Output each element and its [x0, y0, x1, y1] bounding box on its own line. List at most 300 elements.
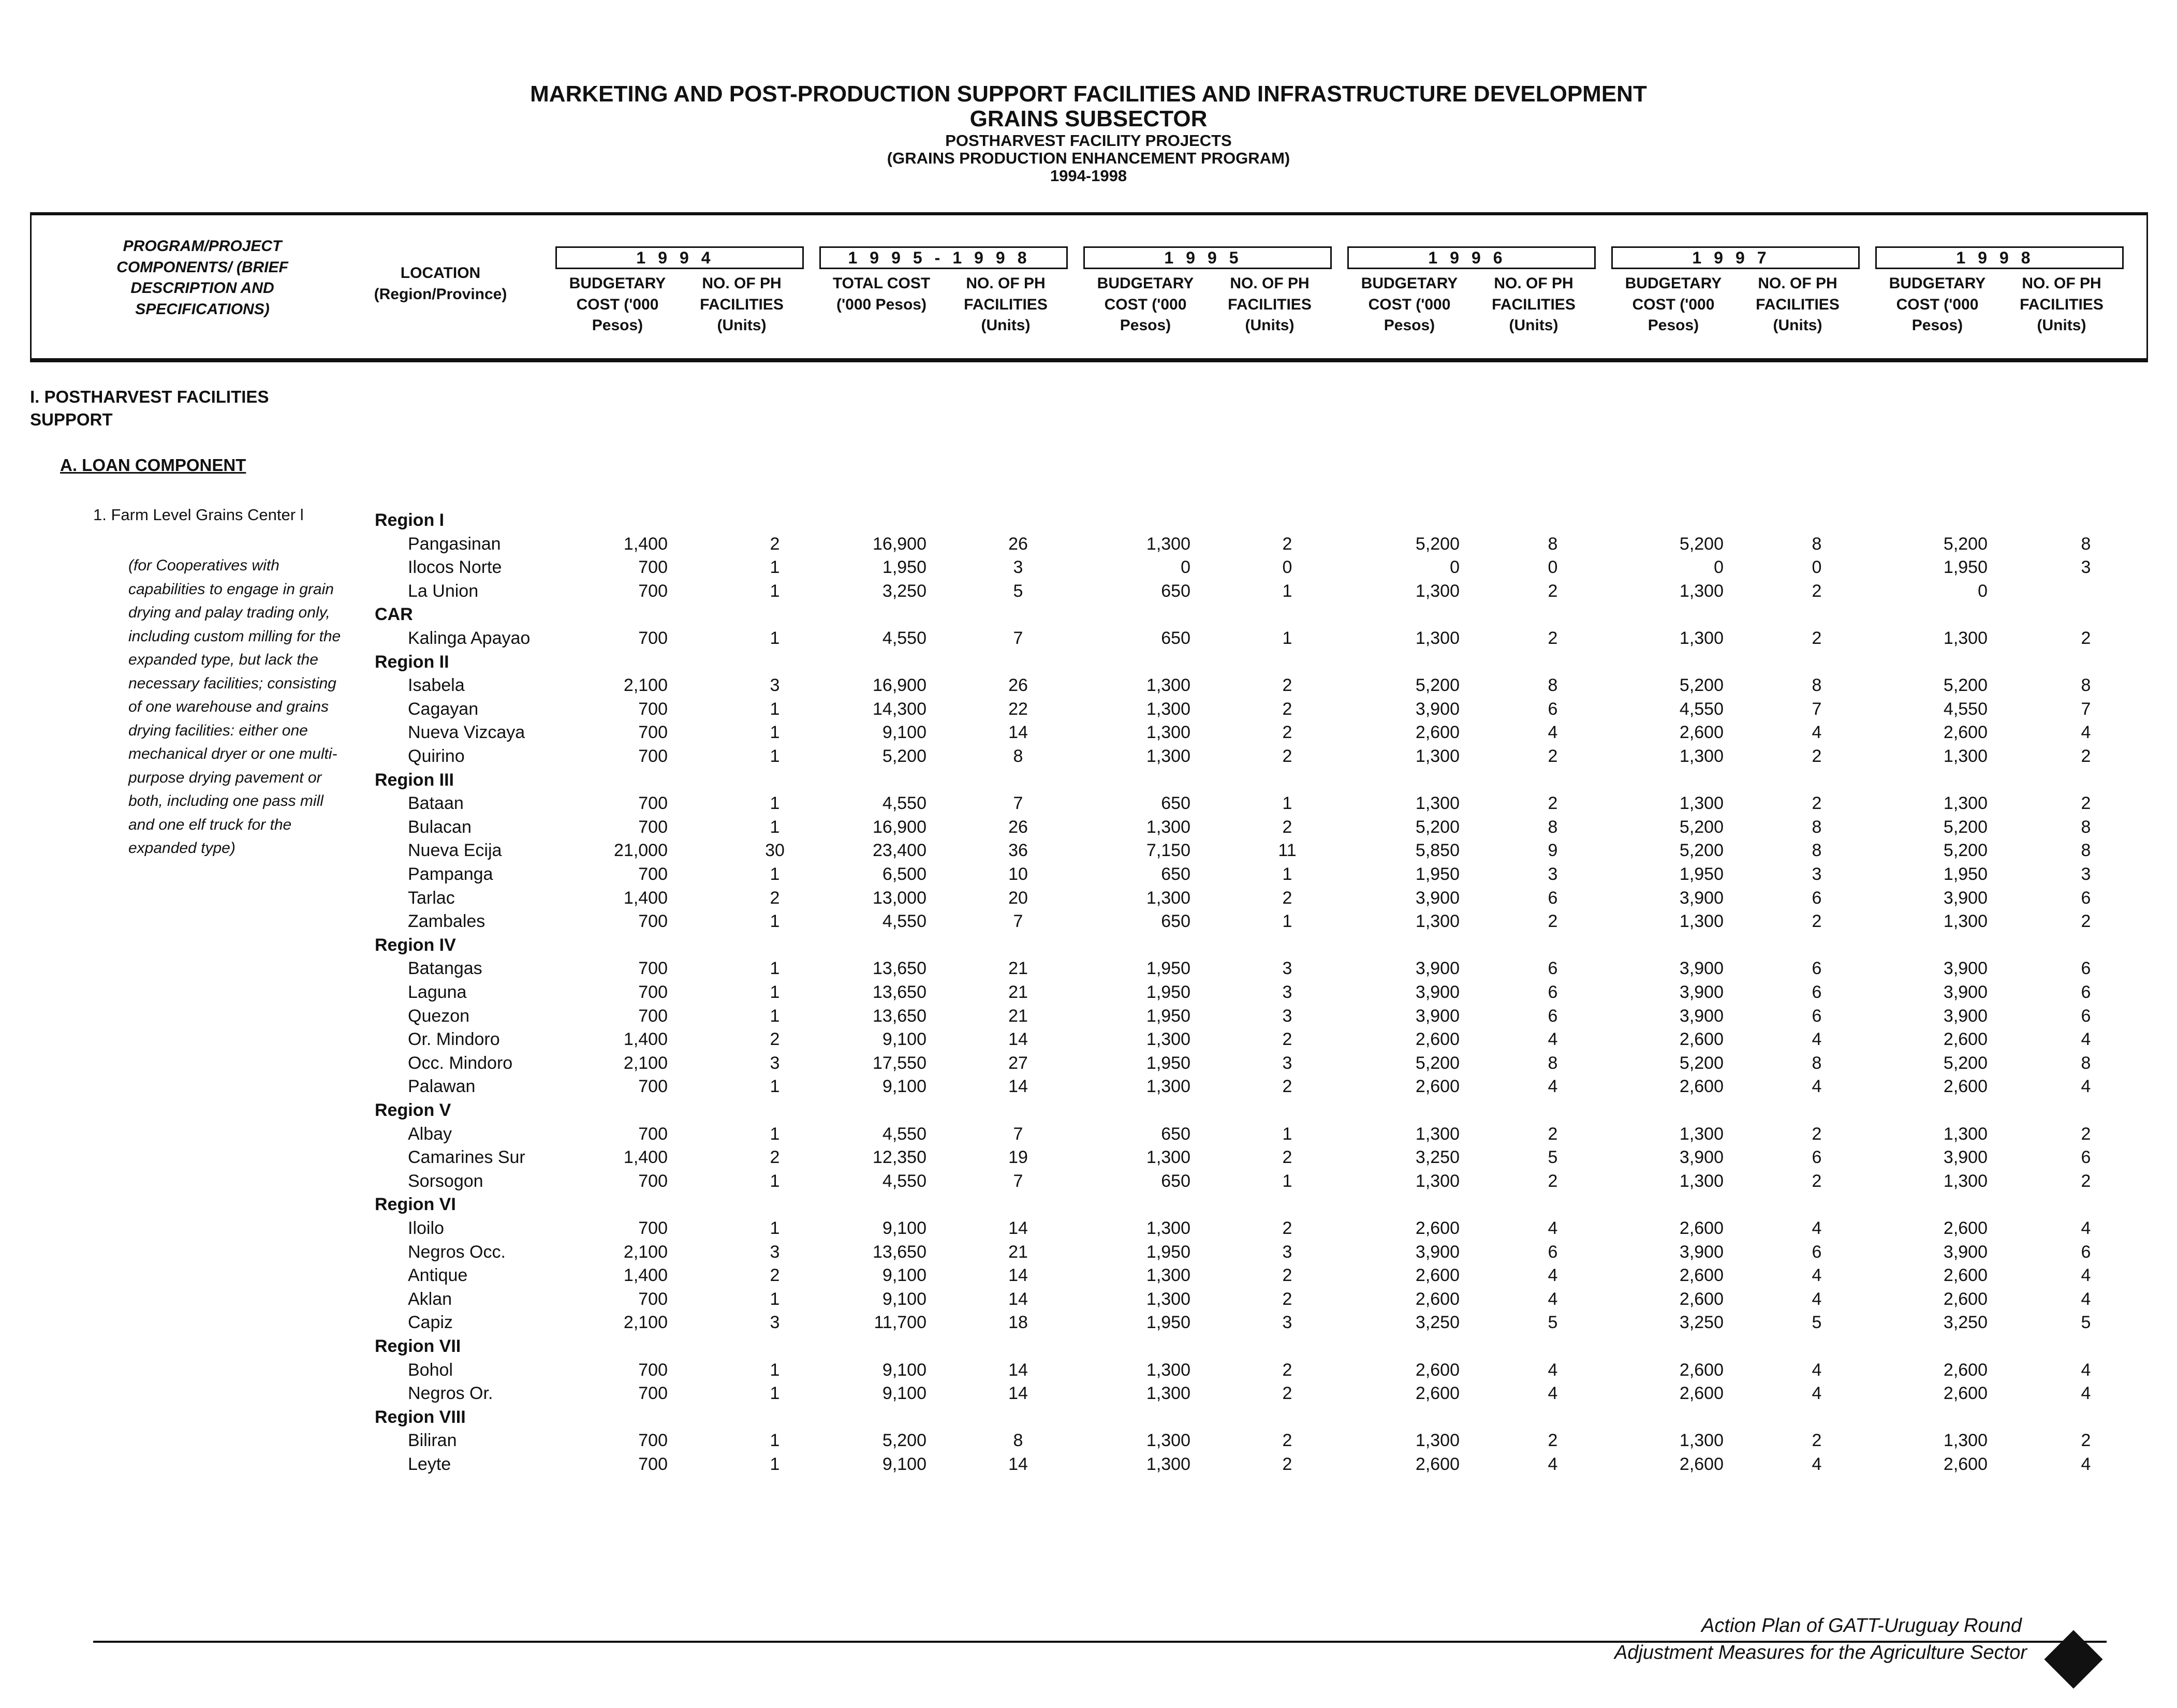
region-label: Region VI	[375, 1195, 456, 1215]
facilities-cell: 2	[770, 1029, 780, 1050]
table-row	[0, 982, 2177, 1006]
facilities-cell: 1	[1282, 581, 1292, 601]
province-label: Isabela	[408, 675, 465, 696]
cost-cell: 3,900	[1679, 888, 1724, 908]
facilities-cell: 3	[770, 1242, 780, 1262]
cost-cell: 1,950	[1415, 864, 1460, 884]
facilities-cell: 14	[1008, 1029, 1028, 1050]
facilities-cell: 4	[2081, 1029, 2091, 1050]
region-row	[0, 1407, 2177, 1431]
table-row	[0, 793, 2177, 817]
cost-cell: 3,900	[1415, 959, 1460, 979]
facilities-cell: 6	[1812, 1242, 1822, 1262]
cost-cell: 700	[638, 864, 668, 884]
facilities-cell: 2	[770, 1147, 780, 1168]
table-row	[0, 557, 2177, 581]
cost-cell: 2,600	[1943, 723, 1988, 743]
cost-cell: 2,600	[1943, 1077, 1988, 1097]
facilities-cell: 2	[1812, 1431, 1822, 1451]
facilities-cell: 6	[1812, 888, 1822, 908]
facilities-cell: 7	[1013, 911, 1023, 932]
table-row	[0, 746, 2177, 770]
cost-cell: 700	[638, 911, 668, 932]
facilities-cell: 6	[1812, 982, 1822, 1002]
cost-cell: 1,300	[1943, 1124, 1988, 1144]
cost-cell: 2,600	[1415, 1029, 1460, 1050]
province-label: Negros Occ.	[408, 1242, 506, 1262]
cost-cell: 1,300	[1679, 746, 1724, 766]
cost-cell: 3,900	[1415, 699, 1460, 719]
cost-cell: 3,900	[1679, 982, 1724, 1002]
province-label: Ilocos Norte	[408, 557, 502, 578]
facilities-cell: 3	[2081, 557, 2091, 578]
facilities-cell: 14	[1008, 1360, 1028, 1380]
facilities-cell: 2	[770, 888, 780, 908]
cost-cell: 2,600	[1679, 1265, 1724, 1286]
region-label: Region III	[375, 770, 454, 790]
cost-cell: 1,300	[1415, 793, 1460, 814]
cost-cell: 1,300	[1415, 1124, 1460, 1144]
facilities-cell: 2	[1548, 581, 1558, 601]
table-row	[0, 1218, 2177, 1242]
facilities-cell: 2	[2081, 746, 2091, 766]
facilities-cell: 4	[1812, 1029, 1822, 1050]
facilities-cell: 1	[770, 982, 780, 1002]
region-row	[0, 1100, 2177, 1124]
cost-cell: 1,300	[1943, 1431, 1988, 1451]
table-row	[0, 628, 2177, 652]
section-heading: I. POSTHARVEST FACILITIES SUPPORT	[30, 387, 269, 429]
table-row	[0, 911, 2177, 935]
province-label: La Union	[408, 581, 479, 601]
cost-cell: 2,600	[1679, 1029, 1724, 1050]
facilities-cell: 8	[2081, 1053, 2091, 1073]
header-year-1998: 1998	[1875, 246, 2124, 269]
facilities-cell: 3	[1013, 557, 1023, 578]
cost-cell: 13,650	[873, 1242, 926, 1262]
footer-line-1: Action Plan of GATT-Uruguay Round	[1701, 1615, 2022, 1637]
facilities-cell: 19	[1008, 1147, 1028, 1168]
cost-cell: 5,200	[1679, 817, 1724, 837]
cost-cell: 700	[638, 1171, 668, 1191]
cost-cell: 1,300	[1415, 581, 1460, 601]
facilities-cell: 2	[1282, 699, 1292, 719]
facilities-cell: 8	[1548, 1053, 1558, 1073]
facilities-cell: 18	[1008, 1313, 1028, 1333]
facilities-cell: 1	[1282, 911, 1292, 932]
facilities-cell: 10	[1008, 864, 1028, 884]
facilities-cell: 6	[1548, 1242, 1558, 1262]
cost-cell: 2,600	[1679, 1454, 1724, 1474]
facilities-cell: 3	[1282, 1313, 1292, 1333]
facilities-cell: 8	[1812, 817, 1822, 837]
cost-cell: 4,550	[882, 1171, 926, 1191]
cost-cell: 2,600	[1679, 1383, 1724, 1404]
cost-cell: 2,100	[623, 1313, 668, 1333]
facilities-cell: 22	[1008, 699, 1028, 719]
cost-cell: 700	[638, 557, 668, 578]
cost-cell: 0	[1450, 557, 1460, 578]
facilities-cell: 11	[1278, 841, 1297, 861]
region-row	[0, 652, 2177, 676]
cost-cell: 1,300	[1146, 1383, 1190, 1404]
cost-cell: 700	[638, 1289, 668, 1309]
header-1996-facilities: NO. OF PH FACILITIES (Units)	[1492, 275, 1576, 334]
facilities-cell: 6	[1548, 959, 1558, 979]
facilities-cell: 2	[1812, 793, 1822, 814]
cost-cell: 2,600	[1679, 1077, 1724, 1097]
cost-cell: 4,550	[882, 793, 926, 814]
cost-cell: 5,200	[1679, 675, 1724, 696]
cost-cell: 21,000	[614, 841, 668, 861]
region-row	[0, 605, 2177, 628]
cost-cell: 1,300	[1146, 1218, 1190, 1238]
cost-cell: 13,650	[873, 959, 926, 979]
cost-cell: 1,300	[1146, 1360, 1190, 1380]
facilities-cell: 3	[1812, 864, 1822, 884]
facilities-cell: 1	[770, 1218, 780, 1238]
facilities-cell: 2	[1548, 1431, 1558, 1451]
facilities-cell: 6	[1812, 959, 1822, 979]
facilities-cell: 2	[770, 1265, 780, 1286]
facilities-cell: 3	[1282, 959, 1292, 979]
cost-cell: 5,850	[1415, 841, 1460, 861]
cost-cell: 5,200	[1679, 841, 1724, 861]
facilities-cell: 2	[1812, 746, 1822, 766]
facilities-cell: 4	[1812, 1289, 1822, 1309]
facilities-cell: 8	[1812, 675, 1822, 696]
cost-cell: 2,100	[623, 675, 668, 696]
facilities-cell: 6	[2081, 959, 2091, 979]
province-label: Batangas	[408, 959, 482, 979]
facilities-cell: 27	[1008, 1053, 1028, 1073]
facilities-cell: 6	[1548, 888, 1558, 908]
province-label: Tarlac	[408, 888, 455, 908]
title-line-3: POSTHARVEST FACILITY PROJECTS	[945, 131, 1232, 150]
cost-cell: 1,950	[882, 557, 926, 578]
cost-cell: 5,200	[1679, 534, 1724, 554]
cost-cell: 1,400	[623, 1147, 668, 1168]
cost-cell: 1,300	[1679, 628, 1724, 648]
table-row	[0, 1431, 2177, 1454]
header-1995-cost: BUDGETARY COST ('000 Pesos)	[1097, 275, 1194, 334]
region-row	[0, 1336, 2177, 1360]
cost-cell: 1,300	[1679, 1124, 1724, 1144]
facilities-cell: 1	[770, 581, 780, 601]
cost-cell: 700	[638, 1360, 668, 1380]
facilities-cell: 8	[2081, 534, 2091, 554]
facilities-cell: 3	[1282, 1006, 1292, 1026]
cost-cell: 2,600	[1679, 723, 1724, 743]
cost-cell: 5,200	[1415, 1053, 1460, 1073]
cost-cell: 700	[638, 959, 668, 979]
facilities-cell: 4	[2081, 1077, 2091, 1097]
province-label: Nueva Vizcaya	[408, 723, 525, 743]
header-year-1997: 1997	[1611, 246, 1860, 269]
cost-cell: 3,900	[1415, 888, 1460, 908]
header-year-1995: 1995	[1083, 246, 1332, 269]
cost-cell: 2,600	[1943, 1454, 1988, 1474]
facilities-cell: 8	[2081, 817, 2091, 837]
header-year-1995-1998: 1995-1998	[819, 246, 1068, 269]
cost-cell: 17,550	[873, 1053, 926, 1073]
cost-cell: 9,100	[882, 1265, 926, 1286]
cost-cell: 1,300	[1146, 723, 1190, 743]
table-row	[0, 1454, 2177, 1478]
cost-cell: 1,300	[1943, 628, 1988, 648]
cost-cell: 16,900	[873, 534, 926, 554]
cost-cell: 2,600	[1943, 1360, 1988, 1380]
facilities-cell: 2	[1282, 1147, 1292, 1168]
facilities-cell: 8	[1812, 841, 1822, 861]
facilities-cell: 1	[1282, 793, 1292, 814]
facilities-cell: 2	[1282, 1431, 1292, 1451]
facilities-cell: 7	[1013, 628, 1023, 648]
facilities-cell: 2	[1812, 1124, 1822, 1144]
facilities-cell: 2	[1548, 1124, 1558, 1144]
table-row	[0, 1242, 2177, 1266]
cost-cell: 2,600	[1415, 1077, 1460, 1097]
title-line-5: 1994-1998	[1050, 166, 1127, 185]
facilities-cell: 4	[1812, 1454, 1822, 1474]
province-label: Quezon	[408, 1006, 470, 1026]
facilities-cell: 26	[1008, 534, 1028, 554]
facilities-cell: 3	[1282, 982, 1292, 1002]
table-row	[0, 1124, 2177, 1148]
facilities-cell: 2	[1548, 793, 1558, 814]
province-label: Bohol	[408, 1360, 453, 1380]
cost-cell: 700	[638, 723, 668, 743]
facilities-cell: 2	[1282, 1454, 1292, 1474]
cost-cell: 3,900	[1679, 1242, 1724, 1262]
table-row	[0, 959, 2177, 982]
province-label: Antique	[408, 1265, 468, 1286]
table-row	[0, 1077, 2177, 1100]
facilities-cell: 6	[2081, 1006, 2091, 1026]
cost-cell: 1,300	[1415, 746, 1460, 766]
cost-cell: 13,650	[873, 982, 926, 1002]
facilities-cell: 3	[770, 1313, 780, 1333]
cost-cell: 700	[638, 699, 668, 719]
item-description: (for Cooperatives with capabilities to engage in grain drying and palay trading only, including custom milling for the expanded type, but lack the necessary facilities; consisting of one warehouse and grains drying facilities: either one mechanical dryer or one multi-purpose drying pavement or both, including one pass mill and one elf truck for the expanded type)	[128, 557, 341, 857]
province-label: Iloilo	[408, 1218, 444, 1238]
facilities-cell: 2	[2081, 793, 2091, 814]
facilities-cell: 6	[1548, 1006, 1558, 1026]
facilities-cell: 20	[1008, 888, 1028, 908]
facilities-cell: 2	[1548, 628, 1558, 648]
cost-cell: 700	[638, 1124, 668, 1144]
cost-cell: 650	[1161, 1171, 1190, 1191]
facilities-cell: 0	[1812, 557, 1822, 578]
cost-cell: 9,100	[882, 1289, 926, 1309]
cost-cell: 0	[1181, 557, 1190, 578]
table-row	[0, 581, 2177, 605]
cost-cell: 1,300	[1146, 1289, 1190, 1309]
cost-cell: 1,950	[1146, 959, 1190, 979]
facilities-cell: 4	[1812, 1383, 1822, 1404]
header-year-1994: 1994	[555, 246, 804, 269]
cost-cell: 2,600	[1943, 1383, 1988, 1404]
facilities-cell: 6	[2081, 982, 2091, 1002]
facilities-cell: 4	[1548, 1218, 1558, 1238]
region-label: CAR	[375, 605, 413, 625]
facilities-cell: 8	[2081, 675, 2091, 696]
cost-cell: 1,300	[1146, 534, 1190, 554]
facilities-cell: 1	[770, 1006, 780, 1026]
cost-cell: 1,400	[623, 1029, 668, 1050]
cost-cell: 2,600	[1415, 1454, 1460, 1474]
facilities-cell: 2	[1282, 534, 1292, 554]
table-row	[0, 675, 2177, 699]
cost-cell: 650	[1161, 864, 1190, 884]
facilities-cell: 5	[1548, 1313, 1558, 1333]
facilities-cell: 1	[770, 793, 780, 814]
cost-cell: 2,600	[1943, 1029, 1988, 1050]
table-row	[0, 1289, 2177, 1313]
facilities-cell: 2	[1548, 911, 1558, 932]
cost-cell: 3,250	[1415, 1313, 1460, 1333]
facilities-cell: 7	[1013, 1124, 1023, 1144]
cost-cell: 3,900	[1943, 1006, 1988, 1026]
cost-cell: 12,350	[873, 1147, 926, 1168]
facilities-cell: 6	[1812, 1006, 1822, 1026]
facilities-cell: 5	[1812, 1313, 1822, 1333]
facilities-cell: 26	[1008, 675, 1028, 696]
facilities-cell: 2	[1282, 1360, 1292, 1380]
facilities-cell: 14	[1008, 1077, 1028, 1097]
facilities-cell: 3	[770, 675, 780, 696]
facilities-cell: 4	[1812, 1218, 1822, 1238]
facilities-cell: 1	[770, 817, 780, 837]
facilities-cell: 2	[1282, 746, 1292, 766]
facilities-cell: 4	[1548, 1289, 1558, 1309]
province-label: Kalinga Apayao	[408, 628, 531, 648]
facilities-cell: 8	[1013, 746, 1023, 766]
facilities-cell: 1	[770, 959, 780, 979]
facilities-cell: 21	[1008, 1242, 1028, 1262]
table-row	[0, 864, 2177, 888]
facilities-cell: 5	[2081, 1313, 2091, 1333]
province-label: Palawan	[408, 1077, 476, 1097]
facilities-cell: 0	[1548, 557, 1558, 578]
cost-cell: 1,300	[1415, 1171, 1460, 1191]
cost-cell: 5,200	[1943, 1053, 1988, 1073]
facilities-cell: 4	[1548, 1077, 1558, 1097]
cost-cell: 1,950	[1146, 982, 1190, 1002]
cost-cell: 1,300	[1943, 911, 1988, 932]
table-row	[0, 1265, 2177, 1289]
cost-cell: 700	[638, 793, 668, 814]
facilities-cell: 2	[1812, 1171, 1822, 1191]
cost-cell: 1,300	[1679, 1431, 1724, 1451]
header-total-facilities: NO. OF PH FACILITIES (Units)	[964, 275, 1048, 334]
cost-cell: 1,300	[1679, 581, 1724, 601]
facilities-cell: 6	[2081, 1147, 2091, 1168]
cost-cell: 650	[1161, 911, 1190, 932]
table-row	[0, 1147, 2177, 1171]
cost-cell: 1,300	[1146, 1265, 1190, 1286]
facilities-cell: 7	[1013, 1171, 1023, 1191]
cost-cell: 3,250	[1415, 1147, 1460, 1168]
cost-cell: 1,400	[623, 888, 668, 908]
cost-cell: 0	[1978, 581, 1988, 601]
facilities-cell: 7	[1812, 699, 1822, 719]
cost-cell: 1,300	[1146, 1029, 1190, 1050]
cost-cell: 4,550	[1943, 699, 1988, 719]
document-title-block	[0, 82, 2177, 185]
province-label: Leyte	[408, 1454, 451, 1474]
facilities-cell: 2	[1282, 675, 1292, 696]
facilities-cell: 2	[2081, 911, 2091, 932]
item-heading: 1. Farm Level Grains Center l	[93, 506, 304, 524]
facilities-cell: 1	[770, 723, 780, 743]
header-1997-facilities: NO. OF PH FACILITIES (Units)	[1756, 275, 1840, 334]
facilities-cell: 14	[1008, 723, 1028, 743]
facilities-cell: 6	[2081, 888, 2091, 908]
province-label: Albay	[408, 1124, 452, 1144]
table-row	[0, 1313, 2177, 1336]
facilities-cell: 8	[1812, 1053, 1822, 1073]
cost-cell: 700	[638, 982, 668, 1002]
cost-cell: 2,600	[1415, 1265, 1460, 1286]
facilities-cell: 1	[770, 1124, 780, 1144]
facilities-cell: 5	[1548, 1147, 1558, 1168]
facilities-cell: 0	[1282, 557, 1292, 578]
facilities-cell: 8	[1013, 1431, 1023, 1451]
table-row	[0, 1171, 2177, 1195]
facilities-cell: 4	[1548, 1360, 1558, 1380]
cost-cell: 2,600	[1415, 1383, 1460, 1404]
cost-cell: 5,200	[1943, 817, 1988, 837]
facilities-cell: 36	[1008, 841, 1028, 861]
cost-cell: 1,950	[1146, 1053, 1190, 1073]
province-label: Zambales	[408, 911, 486, 932]
cost-cell: 700	[638, 1454, 668, 1474]
facilities-cell: 4	[1548, 1383, 1558, 1404]
facilities-cell: 4	[2081, 1265, 2091, 1286]
cost-cell: 1,950	[1679, 864, 1724, 884]
table-row	[0, 1383, 2177, 1407]
cost-cell: 1,300	[1146, 1147, 1190, 1168]
cost-cell: 700	[638, 1431, 668, 1451]
facilities-cell: 14	[1008, 1265, 1028, 1286]
facilities-cell: 4	[1812, 1077, 1822, 1097]
facilities-cell: 1	[770, 1431, 780, 1451]
cost-cell: 2,600	[1679, 1289, 1724, 1309]
facilities-cell: 4	[2081, 1383, 2091, 1404]
cost-cell: 700	[638, 581, 668, 601]
cost-cell: 3,900	[1415, 982, 1460, 1002]
facilities-cell: 2	[1282, 1265, 1292, 1286]
province-label: Pampanga	[408, 864, 493, 884]
facilities-cell: 1	[1282, 1171, 1292, 1191]
facilities-cell: 2	[1282, 1289, 1292, 1309]
facilities-cell: 4	[2081, 1218, 2091, 1238]
facilities-cell: 8	[1548, 817, 1558, 837]
cost-cell: 0	[1714, 557, 1724, 578]
subsection-heading: A. LOAN COMPONENT	[60, 455, 246, 475]
table-row	[0, 817, 2177, 841]
facilities-cell: 1	[770, 1383, 780, 1404]
cost-cell: 700	[638, 1383, 668, 1404]
facilities-cell: 1	[1282, 864, 1292, 884]
facilities-cell: 1	[770, 1454, 780, 1474]
facilities-cell: 2	[1282, 888, 1292, 908]
table-row	[0, 841, 2177, 864]
cost-cell: 4,550	[882, 628, 926, 648]
header-1997-cost: BUDGETARY COST ('000 Pesos)	[1625, 275, 1722, 334]
cost-cell: 4,550	[1679, 699, 1724, 719]
